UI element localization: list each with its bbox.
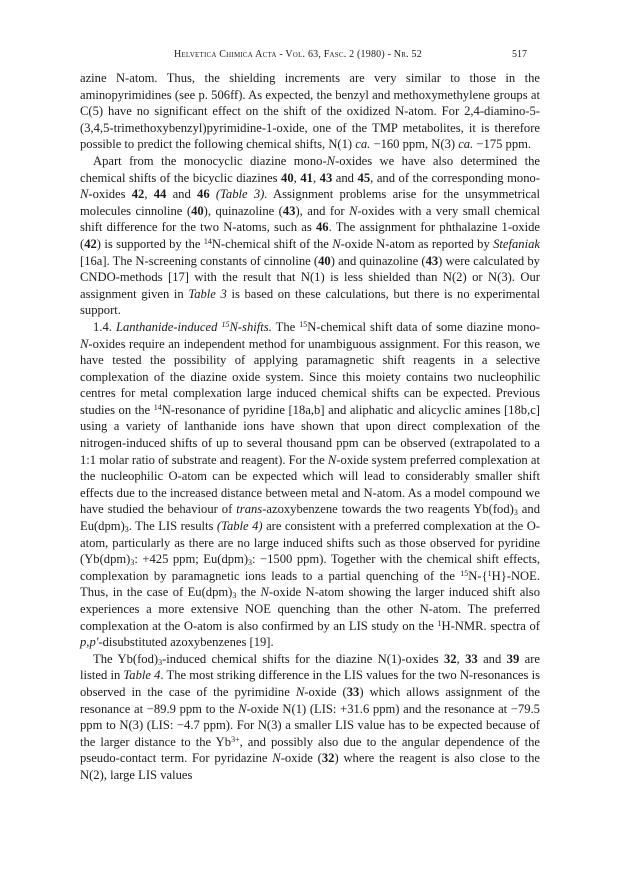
text-fragment: N	[80, 187, 89, 202]
compound-ref: 40	[318, 253, 331, 268]
text-fragment: 15	[299, 319, 308, 329]
text-fragment: ) is supported by the	[96, 236, 204, 251]
text-fragment: and Eu(dpm)	[80, 502, 540, 534]
compound-ref: 39	[506, 651, 520, 666]
page-number: 517	[512, 49, 527, 60]
text-fragment: the	[236, 585, 261, 600]
text-fragment: . The LIS results	[128, 519, 217, 534]
table-ref: Table 4	[123, 668, 161, 683]
text-fragment: -oxide (	[304, 684, 347, 699]
text-fragment: ,	[144, 187, 154, 202]
text-fragment: ca.	[355, 137, 371, 152]
text-fragment: , and possibly also due to the angular dependence of the pseudo-contact term. For pyridazine	[80, 734, 540, 766]
compound-ref: 43	[319, 170, 333, 185]
section-number: 1.4.	[93, 319, 116, 334]
text-fragment: N	[327, 452, 337, 467]
text-fragment: N	[332, 236, 341, 251]
text-fragment: N-chemical shift data of some diazine mono-	[307, 319, 541, 334]
compound-ref: 33	[465, 651, 478, 666]
text-fragment: ) which allows assignment of the resonance at −89.9 ppm to the	[80, 684, 541, 716]
text-fragment: N	[238, 701, 247, 716]
text-fragment: ), quinazoline (	[203, 203, 283, 218]
running-head: Helvetica Chimica Acta - Vol. 63, Fasc. 2 (1980) - Nr. 52	[174, 49, 422, 60]
compound-ref: 41	[300, 170, 313, 185]
text-fragment: . The assignment for phthalazine 1-oxide (	[80, 220, 540, 251]
text-fragment: 3+	[231, 734, 240, 744]
text-fragment: 3	[248, 558, 253, 568]
compound-ref: 33	[346, 684, 360, 699]
text-fragment: −175 ppm.	[473, 137, 532, 152]
text-fragment: : +425 ppm; Eu(dpm)	[134, 552, 249, 567]
text-fragment: azine N-atom. Thus, the shielding increments are very similar to those in the aminopyrimidines (see p. 506ff). As expected, the benzyl and methoxymethylene groups at C(5) have no significant effect on the shift of the oxidized N-atom. For 2,4-diamino-5-(3,4,5-trimethoxybenzyl)pyrimidine-1-oxide, one of the TMP metabolites, it is therefore possible to predict the following chemical shifts, N(1)	[80, 71, 540, 152]
text-fragment: and	[166, 187, 198, 202]
compound-ref: 40	[191, 203, 204, 218]
compound-ref: 42	[84, 236, 97, 251]
text-fragment: ca.	[458, 137, 474, 152]
text-fragment: 15	[460, 568, 469, 578]
text-fragment: -oxides require an independent method for unambiguous assignment. For this reason, we have tested the possibility of applying paramagnetic shift reagents in a selective complexation of the diazine oxide system. Since this moiety contains two nucleophilic centres for metal complexation large induced chemical shifts can be expected. Previous studies on the	[80, 336, 540, 417]
compound-ref: 44	[153, 187, 167, 202]
text-fragment: are listed in	[80, 651, 541, 683]
text-fragment: 3	[130, 558, 135, 568]
text-fragment: p,p'	[80, 635, 99, 650]
text-fragment: is based on these calculations, but there is no experimental support.	[80, 286, 540, 318]
text-fragment: H}-NOE. Thus, in the case of Eu(dpm)	[80, 568, 540, 600]
table-ref: Table 3	[188, 286, 227, 301]
text-fragment: The	[271, 319, 300, 334]
text-fragment: -oxides we have also determined the chemical shifts of the bicyclic diazines	[80, 153, 540, 185]
compound-ref: 45	[357, 170, 371, 185]
text-fragment: N	[260, 585, 269, 600]
compound-ref: 43	[282, 203, 296, 218]
compound-ref: 32	[321, 751, 335, 766]
text-fragment: 14	[203, 236, 212, 246]
text-fragment: ) were calculated by CNDO-methods [17] with the result that N(1) is less shielded than N(2) or N(3). Our assignment given in	[80, 253, 540, 301]
paragraph-2	[80, 153, 540, 319]
section-title	[116, 320, 272, 334]
text-fragment: N	[295, 684, 305, 699]
text-fragment: ), and for	[295, 203, 350, 218]
text-fragment: 1	[487, 568, 492, 578]
text-fragment: : −1500 ppm). Together with the chemical shift effects, complexation by paramagnetic ions leads to a partial quenching of the	[80, 552, 540, 583]
text-fragment: N	[272, 751, 281, 766]
text-fragment: 3	[513, 508, 518, 518]
text-fragment: Apart from the monocyclic diazine mono-	[93, 153, 327, 168]
compound-ref: 42	[131, 187, 145, 202]
table-ref: (Table 4)	[216, 519, 263, 534]
text-fragment: [16a]. The N-screening constants of cinnoline (	[80, 253, 319, 268]
text-fragment: N	[326, 153, 336, 168]
text-fragment: ,	[456, 651, 466, 666]
text-fragment: -oxide (	[280, 751, 322, 766]
text-fragment: N-chemical shift of the	[211, 236, 333, 251]
author-name: Stefaniak	[493, 236, 540, 251]
text-fragment: -oxide N-atom showing the larger induced shift also experiences a more extensive NOE quenching than the other N-atom. The preferred complexation at the O-atom is also confirmed by an LIS study on the	[80, 585, 540, 633]
paragraph-3	[80, 319, 540, 651]
text-fragment: 3	[232, 591, 237, 601]
text-fragment: -induced chemical shifts for the diazine N(1)-oxides	[162, 651, 444, 666]
text-fragment: 1	[437, 618, 442, 628]
compound-ref: 46	[315, 220, 329, 235]
text-fragment: 3	[158, 657, 163, 667]
text-fragment: N-{	[468, 568, 488, 583]
text-fragment: The Yb(fod)	[93, 651, 159, 666]
table-ref: (Table 3).	[215, 187, 268, 202]
text-fragment: ,	[312, 170, 320, 185]
compound-ref: 46	[197, 187, 210, 202]
text-fragment: ) and quinazoline (	[330, 253, 426, 268]
text-fragment: −160 ppm, N(3)	[370, 137, 459, 152]
paragraph-4	[80, 651, 540, 784]
compound-ref: 43	[425, 253, 439, 268]
text-fragment: and	[332, 170, 358, 185]
text-fragment: 3	[124, 525, 129, 535]
text-fragment: , and of the corresponding mono-	[370, 170, 541, 185]
compound-ref: 32	[443, 651, 457, 666]
body-text	[80, 70, 540, 784]
text-fragment: trans	[236, 502, 263, 517]
text-fragment: -oxides with a very small chemical shift difference for the two N-atoms, such as	[80, 203, 540, 235]
text-fragment: are consistent with a preferred complexation at the O-atom, particularly as there are no large induced shifts such as those observed for pyridine (Yb(dpm)	[80, 519, 540, 567]
text-fragment: N	[80, 336, 89, 351]
text-fragment: N-shifts.	[229, 319, 272, 334]
compound-ref: 40	[281, 170, 294, 185]
text-fragment: . The most striking difference in the LIS values for the two N-resonances is observed in the case of the pyrimidine	[80, 668, 540, 699]
text-fragment: Lanthanide-induced	[115, 319, 222, 334]
text-fragment: -oxides	[88, 187, 132, 202]
text-fragment: -oxide system preferred complexation at the nucleophilic O-atom can be expected which will lead to considerably smaller shift effects due to the increased distance between metal and N-atom. As a model compound we have studied the behaviour of	[80, 452, 540, 517]
text-fragment: H-NMR. spectra of	[441, 618, 540, 633]
text-fragment: N	[349, 203, 358, 218]
text-fragment: -disubstituted azoxybenzenes [19].	[98, 635, 274, 650]
page-header	[0, 48, 627, 62]
text-fragment: Assignment problems arise for the unsymmetrical molecules cinnoline (	[80, 187, 541, 218]
text-fragment: ,	[293, 170, 301, 185]
text-fragment: -oxide N(1) (LIS: +31.6 ppm) and the resonance at −79.5 ppm to N(3) (LIS: −4.7 ppm). For N(3) a smaller LIS value has to be expected because of the larger distance to the Yb	[80, 701, 540, 749]
text-fragment: N-resonance of pyridine [18a,b] and aliphatic and alicyclic amines [18b,c] using a variety of lanthanide ions have shown that upon direct complexation of the nitrogen-induced shifts of up to several thousand ppm can be observed (extrapolated to a 1:1 molar ratio of substrate and reagent). For the	[80, 402, 540, 467]
volume-info: Vol. 63, Fasc. 2 (1980) - Nr. 52	[285, 49, 422, 60]
text-fragment: 14	[153, 402, 162, 412]
text-fragment: and	[477, 651, 507, 666]
text-fragment: 15	[221, 319, 230, 329]
text-fragment: -oxide N-atom as reported by	[340, 236, 494, 251]
journal-name: Helvetica Chimica Acta	[174, 49, 277, 60]
paragraph-1	[80, 70, 540, 153]
text-fragment: ) where the reagent is also close to the N(2), large LIS values	[80, 751, 540, 782]
text-fragment: -azoxybenzene towards the two reagents Yb(fod)	[262, 502, 514, 517]
